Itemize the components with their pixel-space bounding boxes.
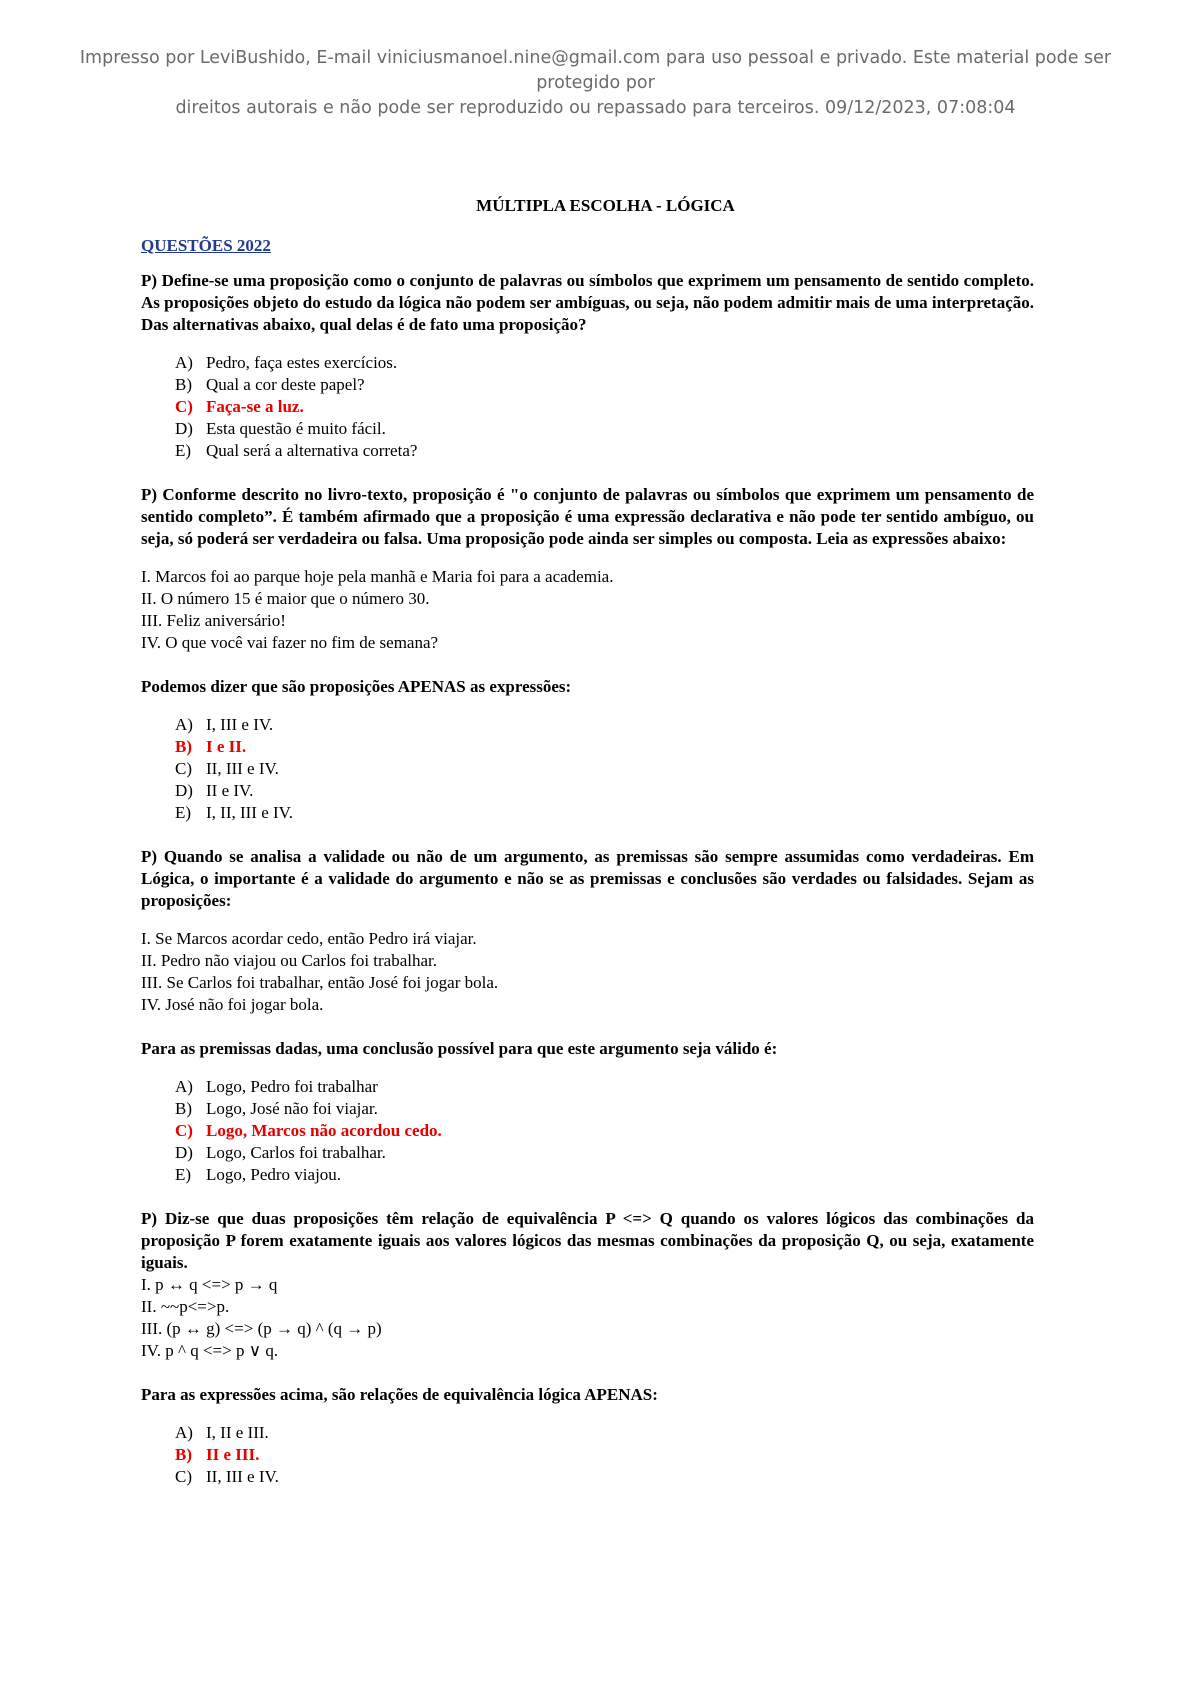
option-d: D) II e IV. — [175, 781, 254, 800]
option-c: C) II, III e IV. — [175, 759, 279, 778]
document-body — [141, 196, 1034, 1488]
option-a: A) I, III e IV. — [175, 715, 274, 734]
question-3-statements — [141, 928, 1034, 1016]
statement-item: IV. José não foi jogar bola. — [141, 995, 324, 1014]
statement-item: III. Feliz aniversário! — [141, 611, 286, 630]
question-2-statements — [141, 566, 1034, 654]
option-b: B) Logo, José não foi viajar. — [175, 1099, 378, 1118]
statement-item: I. Se Marcos acordar cedo, então Pedro irá viajar. — [141, 929, 477, 948]
option-c: C) II, III e IV. — [175, 1467, 279, 1486]
expression-item: III. (p ↔ g) <=> (p → q) ^ (q → p) — [141, 1319, 382, 1338]
option-e: E) I, II, III e IV. — [175, 803, 294, 822]
question-4-expressions — [141, 1274, 1034, 1362]
option-b-correct: B) I e II. — [175, 737, 247, 756]
question-3-prompt: Para as premissas dadas, uma conclusão possível para que este argumento seja válido é: — [141, 1039, 778, 1058]
expression-item: IV. p ^ q <=> p ∨ q. — [141, 1341, 279, 1360]
expression-item: II. ~~p<=>p. — [141, 1297, 230, 1316]
question-2-text: P) Conforme descrito no livro-texto, proposição é "o conjunto de palavras ou símbolos que exprimem um pensamento de sentido completo”. É também afirmado que a proposição é uma expressão declarativa e não pode ter sentido ambíguo, ou seja, só poderá ser verdadeira ou falsa. Uma proposição pode ainda ser simples ou composta. Leia as expressões abaixo: — [141, 485, 1034, 548]
option-b: B) Qual a cor deste papel? — [175, 375, 365, 394]
option-a: A) I, II e III. — [175, 1423, 269, 1442]
option-b-correct: B) II e III. — [175, 1445, 260, 1464]
watermark-notice — [40, 46, 1151, 121]
option-d: D) Esta questão é muito fácil. — [175, 419, 386, 438]
option-d: D) Logo, Carlos foi trabalhar. — [175, 1143, 386, 1162]
question-2-prompt: Podemos dizer que são proposições APENAS as expressões: — [141, 677, 572, 696]
statement-item: II. O número 15 é maior que o número 30. — [141, 589, 430, 608]
question-4-text: P) Diz-se que duas proposições têm relação de equivalência P <=> Q quando os valores lógicos das combinações da proposição P forem exatamente iguais aos valores lógicos das mesmas combinações da proposição Q, ou seja, exatamente iguais. — [141, 1209, 1034, 1272]
statement-item: III. Se Carlos foi trabalhar, então José foi jogar bola. — [141, 973, 499, 992]
option-e: E) Logo, Pedro viajou. — [175, 1165, 342, 1184]
question-1-text: P) Define-se uma proposição como o conjunto de palavras ou símbolos que exprimem um pensamento de sentido completo. As proposições objeto do estudo da lógica não podem ser ambíguas, ou seja, não podem admitir mais de uma interpretação. Das alternativas abaixo, qual delas é de fato uma proposição? — [141, 271, 1034, 334]
option-e: E) Qual será a alternativa correta? — [175, 441, 418, 460]
section-heading: QUESTÕES 2022 — [141, 236, 271, 255]
option-a: A) Pedro, faça estes exercícios. — [175, 353, 398, 372]
watermark-line-2: direitos autorais e não pode ser reproduzido ou repassado para terceiros. 09/12/2023, 07:08:04 — [175, 98, 1016, 118]
option-c-correct: C) Logo, Marcos não acordou cedo. — [175, 1121, 442, 1140]
question-3-text: P) Quando se analisa a validade ou não de um argumento, as premissas são sempre assumidas como verdadeiras. Em Lógica, o importante é a validade do argumento e não se as premissas e conclusões são verdades ou falsidades. Sejam as proposições: — [141, 847, 1034, 910]
document-title: MÚLTIPLA ESCOLHA - LÓGICA — [476, 196, 735, 215]
question-2-options — [175, 714, 1034, 824]
question-4-prompt: Para as expressões acima, são relações de equivalência lógica APENAS: — [141, 1385, 658, 1404]
question-1-options — [175, 352, 1034, 462]
statement-item: II. Pedro não viajou ou Carlos foi trabalhar. — [141, 951, 438, 970]
question-3-options — [175, 1076, 1034, 1186]
statement-item: I. Marcos foi ao parque hoje pela manhã e Maria foi para a academia. — [141, 567, 614, 586]
watermark-line-1: Impresso por LeviBushido, E-mail viniciusmanoel.nine@gmail.com para uso pessoal e privado. Este material pode ser protegido por — [79, 48, 1112, 93]
option-a: A) Logo, Pedro foi trabalhar — [175, 1077, 378, 1096]
statement-item: IV. O que você vai fazer no fim de semana? — [141, 633, 439, 652]
expression-item: I. p ↔ q <=> p → q — [141, 1275, 278, 1294]
question-4-options — [175, 1422, 1034, 1488]
option-c-correct: C) Faça-se a luz. — [175, 397, 304, 416]
